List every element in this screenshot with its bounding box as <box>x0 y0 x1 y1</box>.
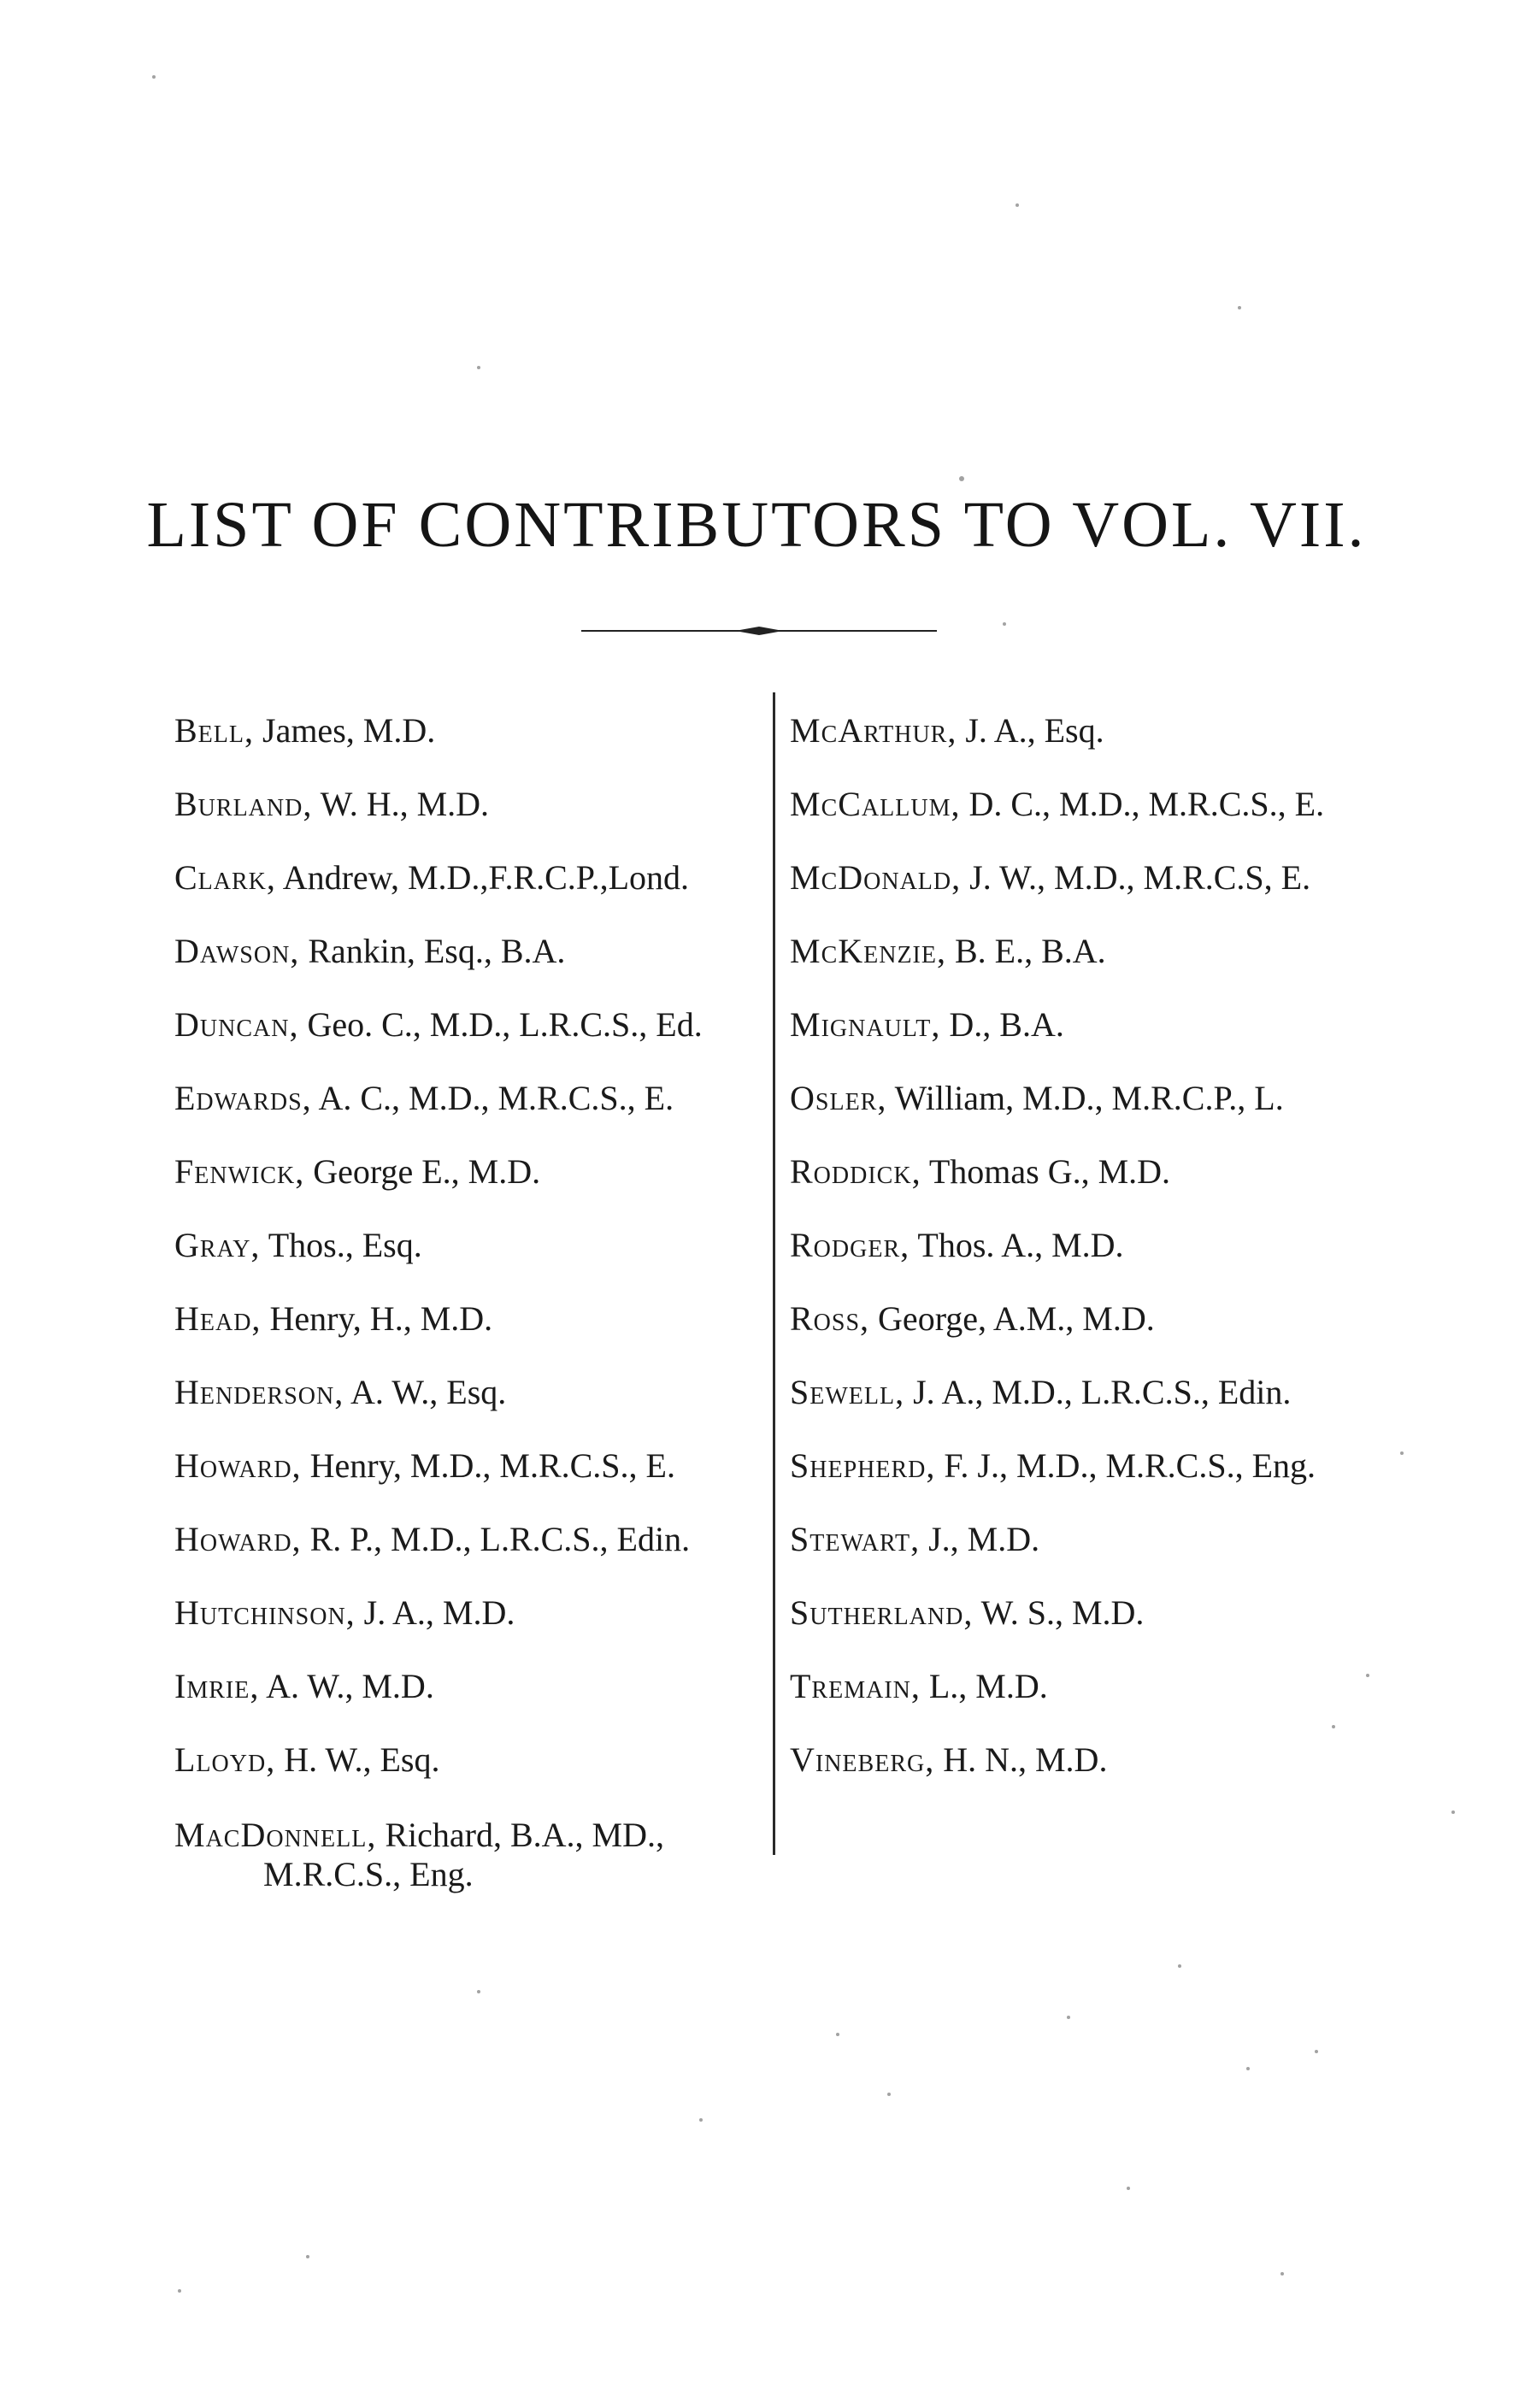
contributor-entry <box>174 1576 764 1650</box>
contributor-surname: Fenwick, <box>174 1152 305 1191</box>
contributor-details: Richard, B.A., MD., <box>376 1816 664 1854</box>
contributor-entry <box>174 1356 764 1429</box>
contributor-entry <box>790 1209 1405 1282</box>
contributor-surname: Rodger, <box>790 1226 910 1264</box>
contributor-details-continuation: M.R.C.S., Eng. <box>263 1855 474 1893</box>
contributor-details: J. A., M.D., L.R.C.S., Edin. <box>904 1373 1292 1411</box>
contributor-entry <box>174 841 764 915</box>
contributor-entry <box>174 1429 764 1503</box>
contributor-details: Rankin, Esq., B.A. <box>299 932 566 970</box>
contributor-details: A. W., Esq. <box>344 1373 507 1411</box>
contributor-surname: Clark, <box>174 858 276 897</box>
contributor-entry <box>174 1209 764 1282</box>
contributor-surname: Duncan, <box>174 1005 299 1044</box>
contributor-surname: Mignault, <box>790 1005 941 1044</box>
contributor-entry <box>790 768 1405 841</box>
contributor-entry <box>174 988 764 1062</box>
contributor-entry <box>790 1135 1405 1209</box>
contributor-details: J. W., M.D., M.R.C.S, E. <box>961 858 1311 897</box>
contributor-details: George, A.M., M.D. <box>869 1299 1155 1338</box>
contributor-surname: Dawson, <box>174 932 300 970</box>
contributor-details: J. A., M.D. <box>355 1593 515 1632</box>
contributor-entry <box>790 915 1405 988</box>
contributor-surname: Lloyd, <box>174 1740 276 1779</box>
contributor-surname: Hutchinson, <box>174 1593 356 1632</box>
contributor-surname: Head, <box>174 1299 262 1338</box>
contributor-surname: Burland, <box>174 785 313 823</box>
contributor-entry <box>174 1723 764 1797</box>
contributor-surname: McKenzie, <box>790 932 946 970</box>
contributor-details: Andrew, M.D.,F.R.C.P.,Lond. <box>275 858 690 897</box>
contributor-details: William, M.D., M.R.C.P., L. <box>886 1079 1284 1117</box>
contributor-details: D. C., M.D., M.R.C.S., E. <box>960 785 1325 823</box>
contributor-surname: Stewart, <box>790 1520 921 1558</box>
contributor-entry <box>790 1650 1405 1723</box>
page-title: LIST OF CONTRIBUTORS TO VOL. VII. <box>146 489 1367 561</box>
contributor-entry <box>790 1576 1405 1650</box>
contributor-surname: Shepherd, <box>790 1446 936 1485</box>
contributor-surname: Osler, <box>790 1079 887 1117</box>
contributor-surname: Sutherland, <box>790 1593 974 1632</box>
contributors-column-right <box>790 694 1405 1797</box>
contributor-details: George E., M.D. <box>304 1152 541 1191</box>
contributor-details: Henry, H., M.D. <box>261 1299 493 1338</box>
contributor-entry <box>790 1723 1405 1797</box>
contributor-entry <box>174 694 764 768</box>
contributor-details: A. W., M.D. <box>259 1667 434 1705</box>
contributor-surname: Henderson, <box>174 1373 344 1411</box>
contributor-surname: Ross, <box>790 1299 870 1338</box>
contributor-surname: Sewell, <box>790 1373 905 1411</box>
contributor-details: Geo. C., M.D., L.R.C.S., Ed. <box>298 1005 703 1044</box>
contributor-surname: MacDonnell, <box>174 1816 377 1854</box>
contributor-surname: Vineberg, <box>790 1740 935 1779</box>
contributor-entry <box>174 1062 764 1135</box>
contributor-details: L., M.D. <box>920 1667 1048 1705</box>
contributor-entry <box>174 1650 764 1723</box>
contributor-surname: Howard, <box>174 1446 302 1485</box>
contributor-details: Thos., Esq. <box>260 1226 422 1264</box>
contributor-entry <box>174 1797 764 1894</box>
contributor-surname: Gray, <box>174 1226 261 1264</box>
contributor-details: R. P., M.D., L.R.C.S., Edin. <box>301 1520 691 1558</box>
contributor-details: James, M.D. <box>254 711 436 750</box>
contributor-details: D., B.A. <box>940 1005 1064 1044</box>
contributor-surname: McArthur, <box>790 711 957 750</box>
contributor-entry <box>790 841 1405 915</box>
contributor-entry <box>790 1282 1405 1356</box>
contributor-details: B. E., B.A. <box>945 932 1106 970</box>
contributor-details: W. S., M.D. <box>973 1593 1145 1632</box>
contributor-entry <box>790 1503 1405 1576</box>
contributor-surname: McCallum, <box>790 785 961 823</box>
contributor-entry <box>790 1062 1405 1135</box>
contributor-entry <box>790 1429 1405 1503</box>
contributor-details: H. N., M.D. <box>934 1740 1108 1779</box>
contributor-details: A. C., M.D., M.R.C.S., E. <box>311 1079 674 1117</box>
contributors-column-left <box>174 694 764 1894</box>
contributor-details: Thos. A., M.D. <box>910 1226 1124 1264</box>
contributor-entry <box>174 1282 764 1356</box>
column-divider <box>773 692 775 1855</box>
contributor-details: J. A., Esq. <box>957 711 1104 750</box>
contributor-entry <box>174 1503 764 1576</box>
contributor-surname: Edwards, <box>174 1079 312 1117</box>
contributor-entry <box>174 1135 764 1209</box>
contributor-surname: Tremain, <box>790 1667 921 1705</box>
contributor-surname: Imrie, <box>174 1667 260 1705</box>
contributor-details: Henry, M.D., M.R.C.S., E. <box>301 1446 675 1485</box>
contributor-details: F. J., M.D., M.R.C.S., Eng. <box>935 1446 1316 1485</box>
contributor-details: W. H., M.D. <box>312 785 490 823</box>
contributor-details: H. W., Esq. <box>275 1740 440 1779</box>
title-rule-ornament <box>581 622 937 639</box>
contributor-entry <box>790 694 1405 768</box>
contributor-surname: McDonald, <box>790 858 962 897</box>
contributor-entry <box>790 1356 1405 1429</box>
contributor-surname: Roddick, <box>790 1152 921 1191</box>
contributor-details: J., M.D. <box>920 1520 1040 1558</box>
contributor-surname: Howard, <box>174 1520 302 1558</box>
contributor-entry <box>174 915 764 988</box>
contributor-details: Thomas G., M.D. <box>921 1152 1171 1191</box>
contributor-surname: Bell, <box>174 711 254 750</box>
contributor-entry <box>790 988 1405 1062</box>
contributor-entry <box>174 768 764 841</box>
